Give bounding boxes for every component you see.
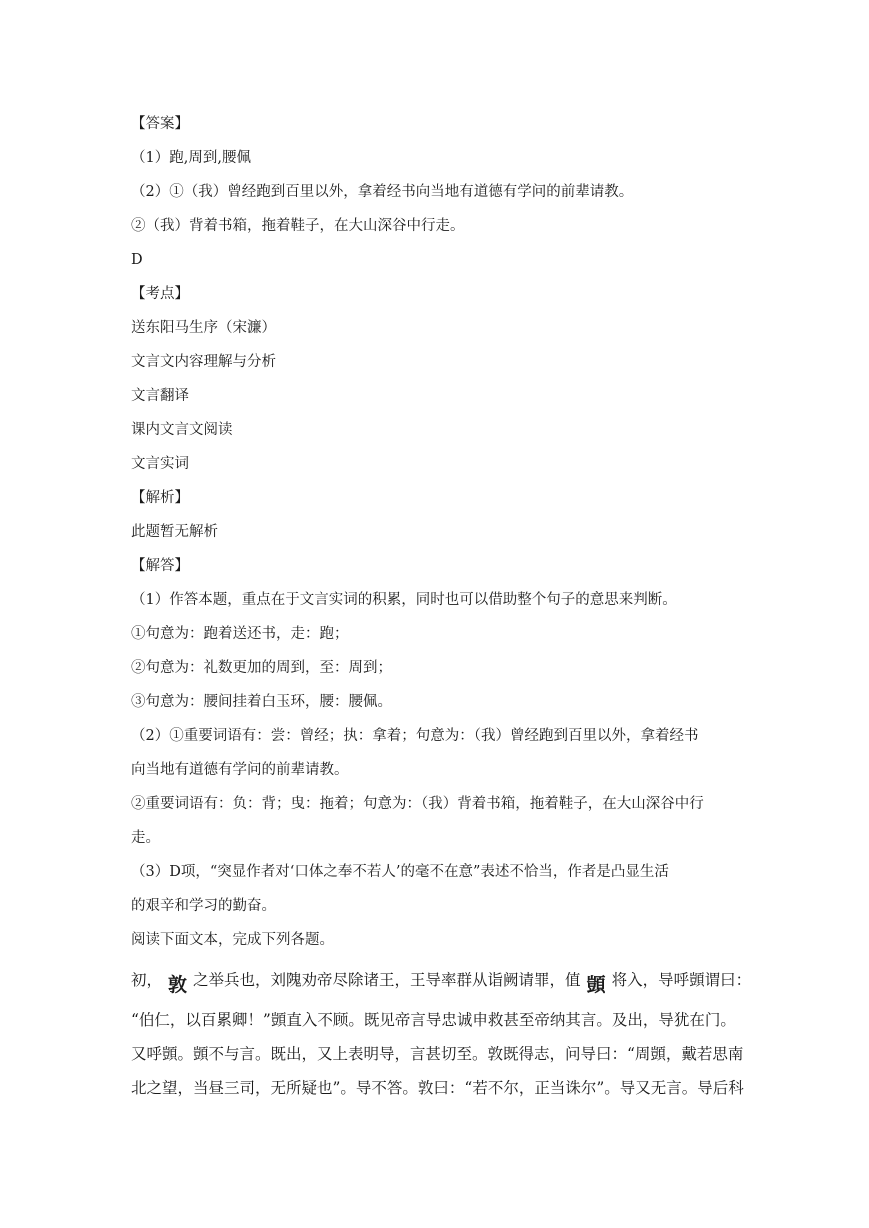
passage-text: 将入，导呼顗谓曰： <box>611 971 752 989</box>
jieda-line: （1）作答本题，重点在于文言实词的积累，同时也可以借助整个句子的意思来判断。 <box>131 592 677 608</box>
jieda-line: 向当地有道德有学问的前辈请教。 <box>131 762 349 778</box>
large-character: 顗 <box>586 974 606 996</box>
kaodian-line: 课内文言文阅读 <box>131 422 233 438</box>
jiexi-heading: 【解析】 <box>131 490 189 506</box>
passage-line <box>131 970 751 995</box>
answer-line: （2）①（我）曾经跑到百里以外，拿着经书向当地有道德有学问的前辈请教。 <box>131 184 634 200</box>
passage-text: 初， <box>131 971 163 989</box>
answer-line: ②（我）背着书箱，拖着鞋子，在大山深谷中行走。 <box>131 218 465 234</box>
passage-line: 又呼顗。顗不与言。既出，又上表明导，言甚切至。敦既得志，问导曰：“周顗，戴若思南 <box>131 1045 744 1063</box>
reading-instruction: 阅读下面文本，完成下列各题。 <box>131 932 334 948</box>
kaodian-heading: 【考点】 <box>131 286 189 302</box>
answer-line: （1）跑,周到,腰佩 <box>131 150 251 166</box>
answer-line: D <box>131 252 143 268</box>
jieda-line: ③句意为：腰间挂着白玉环，腰：腰佩。 <box>131 694 392 710</box>
passage-line: “伯仁，以百累卿！”顗直入不顾。既见帝言导忠诚申救甚至帝纳其言。及出，导犹在门。 <box>131 1011 736 1029</box>
jiexi-line: 此题暂无解析 <box>131 524 218 540</box>
answer-heading: 【答案】 <box>131 116 189 132</box>
kaodian-line: 文言翻译 <box>131 388 189 404</box>
jieda-line: ①句意为：跑着送还书，走：跑； <box>131 626 349 642</box>
jieda-line: （2）①重要词语有：尝：曾经；执：拿着；句意为：（我）曾经跑到百里以外，拿着经书 <box>131 728 699 744</box>
jieda-line: （3）D项，“突显作者对‘口体之奉不若人’的毫不在意”表述不恰当，作者是凸显生活 <box>131 864 669 880</box>
kaodian-line: 送东阳马生序（宋濂） <box>131 320 276 336</box>
jieda-line: ②重要词语有：负：背；曳：拖着；句意为：（我）背着书箱，拖着鞋子，在大山深谷中行 <box>131 796 704 812</box>
kaodian-line: 文言文内容理解与分析 <box>131 354 276 370</box>
jieda-line: 走。 <box>131 830 160 846</box>
kaodian-line: 文言实词 <box>131 456 189 472</box>
large-character: 敦 <box>168 974 188 996</box>
jieda-heading: 【解答】 <box>131 558 189 574</box>
jieda-line: 的艰辛和学习的勤奋。 <box>131 898 276 914</box>
passage-line: 北之望，当昼三司，无所疑也”。导不答。敦曰：“若不尔，正当诛尔”。导又无言。导后科 <box>131 1079 744 1097</box>
passage-text: 之举兵也，刘隗劝帝尽除诸王，王导率群从诣阙请罪，值 <box>193 971 581 989</box>
jieda-line: ②句意为：礼数更加的周到，至：周到； <box>131 660 392 676</box>
